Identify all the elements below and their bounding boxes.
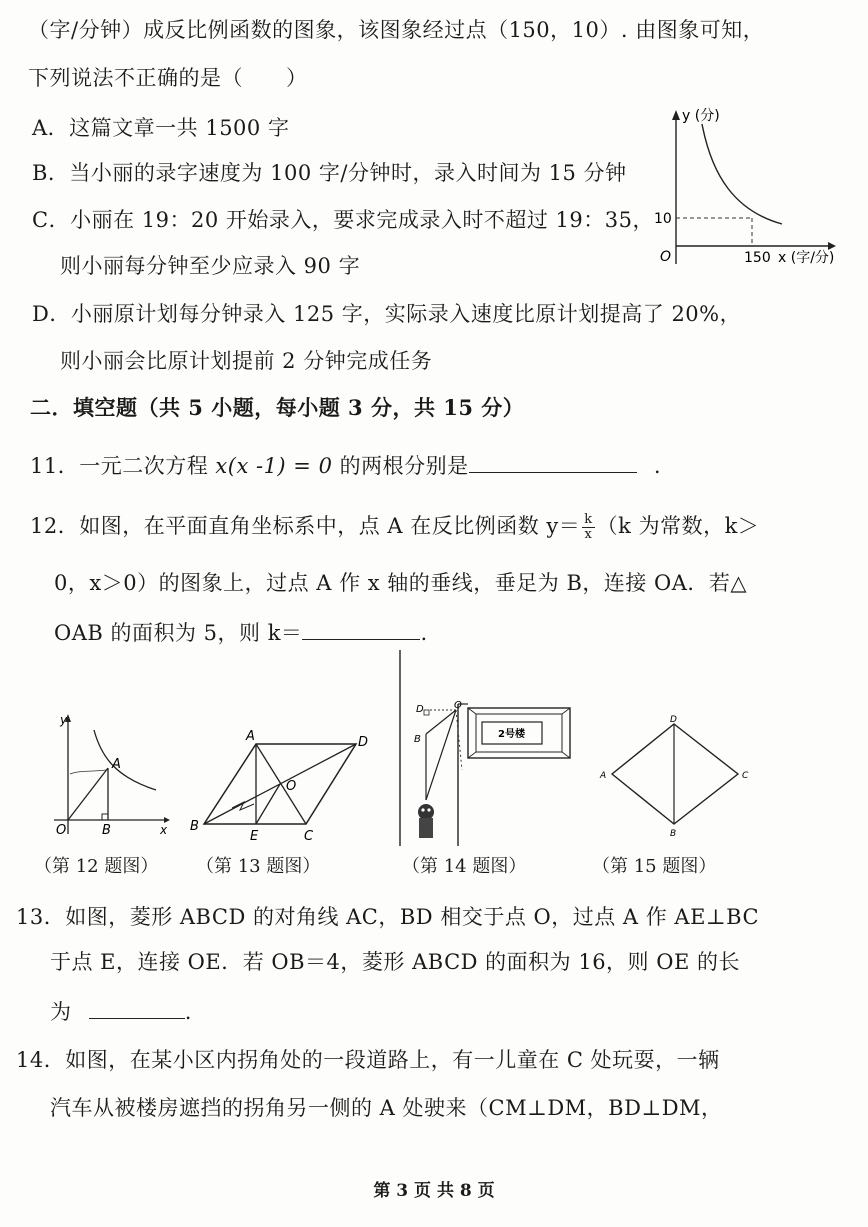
figure-14 xyxy=(396,650,586,850)
q10-line-1: （字/分钟）成反比例函数的图象，该图象经过点（150，10）. 由图象可知， xyxy=(28,18,765,42)
origin-label: O xyxy=(660,249,672,265)
q12-text-b: （k 为常数，k＞ xyxy=(596,514,760,538)
q10-line-2: 下列说法不正确的是（ ） xyxy=(28,66,308,90)
f12-x: x xyxy=(160,823,168,837)
q13-line-1: 13．如图，菱形 ABCD 的对角线 AC，BD 相交于点 O，过点 A 作 AE⊥BC xyxy=(16,905,760,929)
graph-time-vs-speed xyxy=(640,96,840,276)
option-d-line-2: 则小丽会比原计划提前 2 分钟完成任务 xyxy=(60,349,433,373)
caption-fig-14: （第 14 题图） xyxy=(402,856,527,877)
q11-prefix: 11．一元二次方程 xyxy=(30,454,209,478)
f13-A: A xyxy=(246,729,255,744)
caption-fig-13: （第 13 题图） xyxy=(196,856,321,877)
q13-line-3 xyxy=(50,996,192,1026)
x-tick-150: 150 xyxy=(744,250,771,266)
caption-fig-15: （第 15 题图） xyxy=(592,856,717,877)
option-b: B．当小丽的录字速度为 100 字/分钟时，录入时间为 15 分钟 xyxy=(32,161,627,185)
option-c-line-2: 则小丽每分钟至少应录入 90 字 xyxy=(60,254,361,278)
q12-line-1 xyxy=(30,510,759,542)
f14-B: B xyxy=(414,734,421,745)
f13-D: D xyxy=(358,735,369,750)
q11-equation: x(x -1) = 0 xyxy=(215,454,333,478)
q14-line-1: 14．如图，在某小区内拐角处的一段道路上，有一儿童在 C 处玩耍，一辆 xyxy=(16,1048,720,1072)
f12-O: O xyxy=(56,823,67,838)
q12-line-3 xyxy=(54,617,428,647)
f14-building-label: 2号楼 xyxy=(498,729,525,740)
q12-text-a: 12．如图，在平面直角坐标系中，点 A 在反比例函数 y＝ xyxy=(30,514,581,538)
f15-A: A xyxy=(600,771,607,781)
q13-line-2: 于点 E，连接 OE．若 OB＝4，菱形 ABCD 的面积为 16，则 OE 的长 xyxy=(50,950,740,974)
q13-end: . xyxy=(184,1000,192,1024)
f15-D: D xyxy=(670,715,677,725)
f14-O: O xyxy=(454,700,462,711)
caption-fig-12: （第 12 题图） xyxy=(34,856,159,877)
f15-C: C xyxy=(742,771,749,781)
q12-line-2: 0，x＞0）的图象上，过点 A 作 x 轴的垂线，垂足为 B，连接 OA．若△ xyxy=(54,571,748,595)
q12-end: . xyxy=(420,621,428,645)
f13-C: C xyxy=(304,829,314,844)
f13-E: E xyxy=(250,829,259,844)
page-footer: 第 3 页 共 8 页 xyxy=(373,1181,495,1201)
f13-B: B xyxy=(190,819,199,834)
f12-B: B xyxy=(102,823,111,838)
option-a: A．这篇文章一共 1500 字 xyxy=(32,116,290,140)
q11-suffix: 的两根分别是 xyxy=(339,454,469,478)
q14-line-2: 汽车从被楼房遮挡的拐角另一侧的 A 处驶来（CM⊥DM，BD⊥DM， xyxy=(50,1096,723,1120)
f12-A: A xyxy=(112,757,121,772)
figure-13 xyxy=(186,724,376,844)
figure-12 xyxy=(44,710,174,840)
section-2-title: 二．填空题（共 5 小题，每小题 3 分，共 15 分） xyxy=(30,395,525,420)
q11-end: . xyxy=(653,454,661,478)
q12-frac-den: x xyxy=(584,527,593,542)
q13-answer-blank[interactable] xyxy=(89,1017,185,1019)
x-axis-label: x (字/分) xyxy=(778,250,835,266)
f15-B: B xyxy=(670,829,677,839)
f12-y: y xyxy=(60,713,68,727)
f14-D: D xyxy=(416,704,424,715)
figure-15 xyxy=(596,712,756,842)
q12-answer-blank[interactable] xyxy=(302,638,420,640)
q11-answer-blank[interactable] xyxy=(469,471,637,473)
y-axis-label: y (分) xyxy=(682,108,720,124)
q11 xyxy=(30,450,661,480)
q12-frac-num: k xyxy=(584,512,593,527)
f13-O: O xyxy=(286,779,297,794)
option-d-line-1: D．小丽原计划每分钟录入 125 字，实际录入速度比原计划提高了 20%， xyxy=(32,302,742,326)
q13-line-3-text: 为 xyxy=(50,1000,72,1024)
q12-fraction xyxy=(582,513,594,542)
y-tick-10: 10 xyxy=(654,211,672,227)
q12-line-3-text: OAB 的面积为 5，则 k＝ xyxy=(54,621,303,645)
option-c-line-1: C．小丽在 19：20 开始录入，要求完成录入时不超过 19：35， xyxy=(32,208,654,232)
